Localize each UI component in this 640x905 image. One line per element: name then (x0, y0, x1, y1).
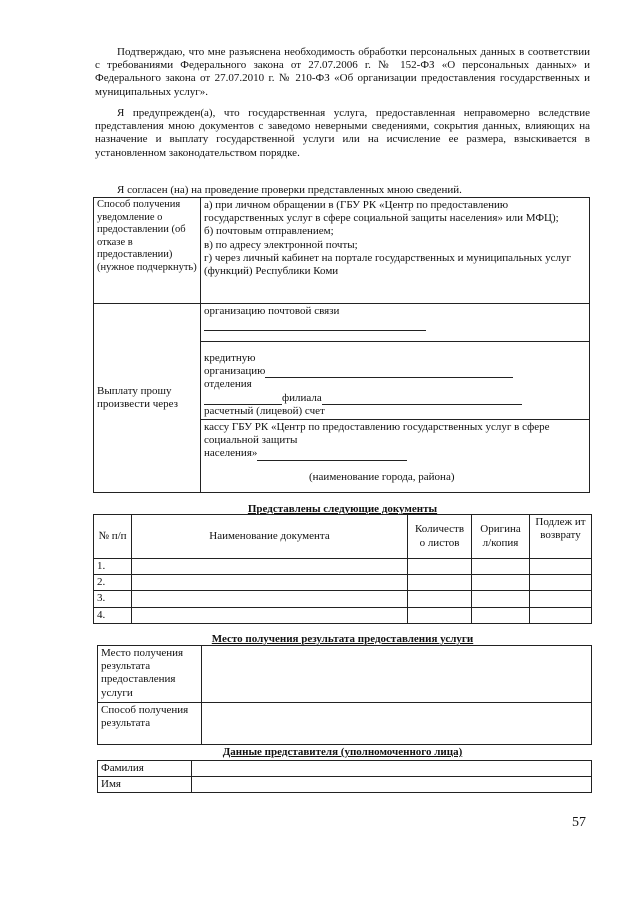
row-doc-name[interactable] (132, 559, 408, 575)
branch-text-1: отделения (204, 378, 252, 391)
consent-warning: Я предупрежден(а), что государственная услуга, предоставленная неправомерно вследствие представления мною документов с заведомо неверными сведениями, сокрытия данных, влияющих на назначение и выплату государственной услуги или на исчисление ее размера, взыскивается в установленном законодательством порядке. (95, 107, 590, 159)
result-title: Место получения результата предоставления услуги (211, 633, 474, 645)
representative-table (97, 760, 592, 793)
row-sheets[interactable] (408, 575, 472, 591)
credit-text-2: организацию (204, 365, 266, 378)
name-label: Имя (98, 777, 192, 793)
table-row (94, 607, 592, 623)
row-number: 3. (94, 591, 132, 607)
row-doc-name[interactable] (132, 607, 408, 623)
cashbox-text: кассу ГБУ РК «Центр по предоставлению государственных услуг в сфере социальной защиты (204, 421, 550, 447)
result-table (97, 645, 592, 745)
city-field[interactable] (257, 450, 407, 461)
row-return[interactable] (530, 607, 592, 623)
notification-option-email[interactable]: в) по адресу электронной почты; (204, 238, 358, 251)
row-number: 1. (94, 559, 132, 575)
payment-method-label: Выплату прошу произвести через (94, 304, 201, 493)
row-doc-name[interactable] (132, 575, 408, 591)
name-field[interactable] (192, 777, 592, 793)
row-copy[interactable] (472, 559, 530, 575)
col-sheet-count: Количеств о листов (408, 515, 472, 559)
surname-field[interactable] (192, 761, 592, 777)
col-number: № п/п (94, 515, 132, 559)
documents-title: Представлены следующие документы (247, 503, 438, 515)
consent-personal-data: Подтверждаю, что мне разъяснена необходимость обработки персональных данных в соответствии с требованиями Федерального закона от 27.07.2006 г. № 152-ФЗ «О персональных данных» и Федерального закона от 27.07.2010 г. № 210-ФЗ «Об организации предоставления государственных и муниципальных услуг». (95, 46, 590, 98)
surname-label: Фамилия (98, 761, 192, 777)
branch-text-2: филиала (282, 391, 322, 404)
payment-option-post[interactable] (201, 304, 590, 342)
representative-title: Данные представителя (уполномоченного лица) (222, 746, 463, 758)
col-original-copy: Оригина л/копия (472, 515, 530, 559)
col-document-name: Наименование документа (132, 515, 408, 559)
table-row (94, 575, 592, 591)
row-number: 4. (94, 607, 132, 623)
notification-method-label: Способ получения уведомление о предоставлении (об отказе в предоставлении) (нужное подчеркнуть) (94, 198, 201, 304)
col-return: Подлеж ит возврату (530, 515, 592, 559)
table-row (94, 559, 592, 575)
row-return[interactable] (530, 559, 592, 575)
post-office-text: организацию почтовой связи (204, 305, 340, 317)
row-return[interactable] (530, 575, 592, 591)
row-copy[interactable] (472, 607, 530, 623)
row-sheets[interactable] (408, 607, 472, 623)
result-method-label: Способ получения результата (98, 703, 202, 745)
population-text: населения» (204, 447, 258, 460)
payment-option-credit[interactable] (201, 342, 590, 420)
row-number: 2. (94, 575, 132, 591)
payment-option-cashbox[interactable] (201, 420, 590, 493)
credit-text-1: кредитную (204, 352, 256, 364)
row-sheets[interactable] (408, 559, 472, 575)
row-copy[interactable] (472, 591, 530, 607)
post-office-field[interactable] (204, 320, 426, 331)
table-row (94, 591, 592, 607)
row-sheets[interactable] (408, 591, 472, 607)
documents-table (93, 514, 592, 624)
notification-option-post[interactable]: б) почтовым отправлением; (204, 225, 334, 238)
credit-org-field[interactable] (265, 367, 513, 378)
result-place-label: Место получения результата предоставления услуги (98, 646, 202, 703)
notification-payment-table (93, 197, 590, 493)
notification-option-portal[interactable]: г) через личный кабинет на портале государственных и муниципальных услуг (функций) Республики Коми (204, 251, 572, 277)
city-hint: (наименование города, района) (309, 470, 455, 483)
result-place-field[interactable] (202, 646, 592, 703)
consent-verification: Я согласен (на) на проведение проверки представленных мною сведений. (117, 184, 462, 196)
row-return[interactable] (530, 591, 592, 607)
notification-options (201, 198, 590, 304)
account-text: расчетный (лицевой) счет (204, 404, 325, 417)
notification-option-personal[interactable]: а) при личном обращении в (ГБУ РК «Центр по предоставлению государственных услуг в сфере социальной защиты населения» или МФЦ); (204, 199, 559, 225)
page-number: 57 (572, 815, 586, 830)
result-method-field[interactable] (202, 703, 592, 745)
filial-field[interactable] (322, 394, 522, 405)
branch-number-field[interactable] (204, 394, 282, 405)
row-copy[interactable] (472, 575, 530, 591)
row-doc-name[interactable] (132, 591, 408, 607)
